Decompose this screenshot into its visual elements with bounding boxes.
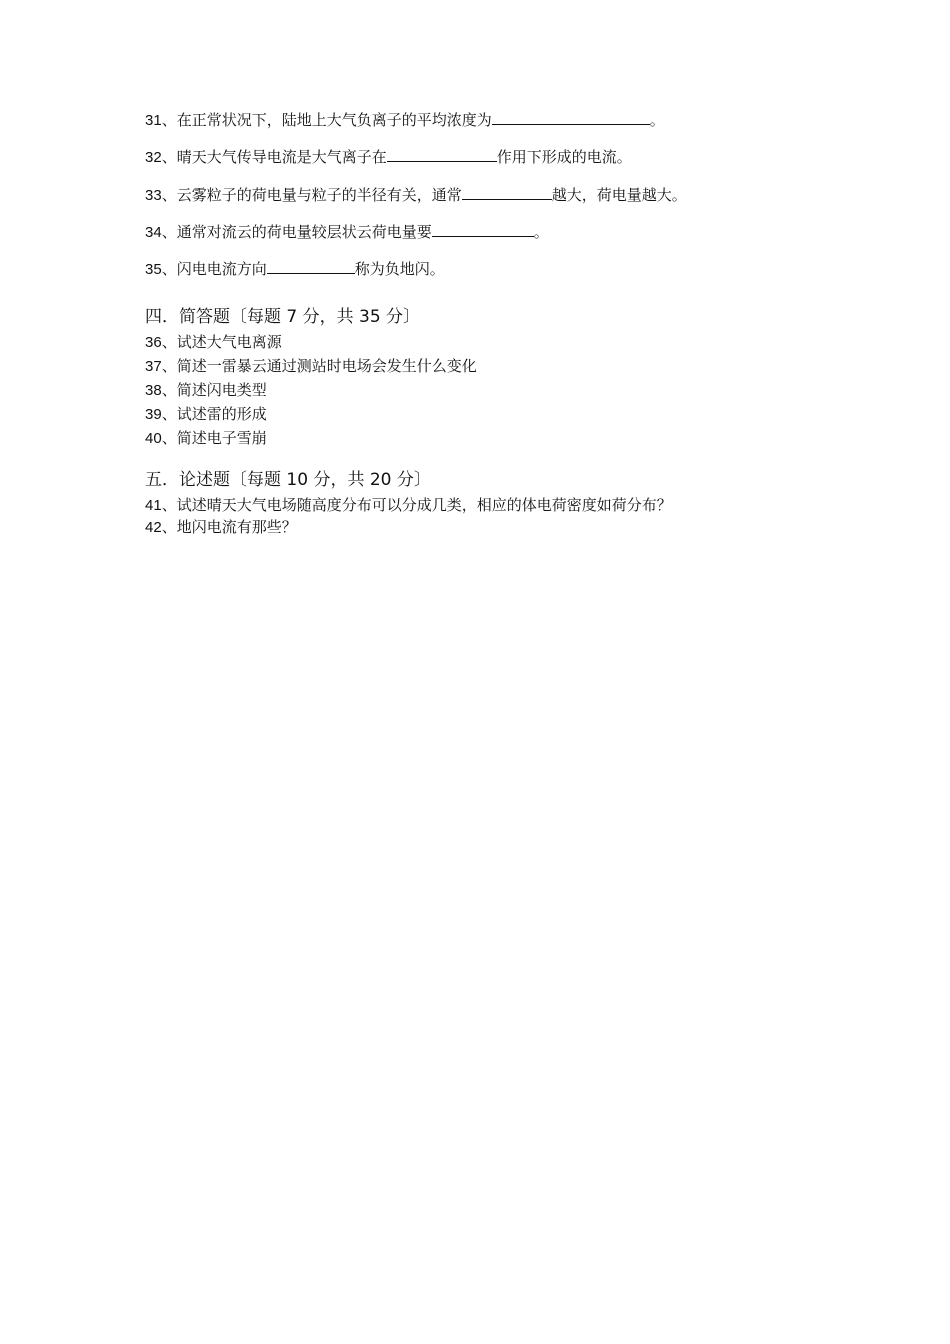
section-5-heading: 五．论述题〔每题 10 分，共 20 分〕 [145,470,431,490]
question-separator: 、 [161,260,177,278]
section-4-heading: 四．简答题〔每题 7 分，共 35 分〕 [145,307,421,327]
question-42 [145,517,297,538]
question-37 [145,356,477,377]
answer-blank[interactable] [432,221,534,237]
question-text-after: 。 [649,111,665,129]
question-38 [145,380,267,401]
question-36 [145,332,282,353]
question-text: 简述电子雪崩 [176,429,267,447]
answer-blank[interactable] [387,146,497,162]
question-separator: 、 [161,111,177,129]
question-separator: 、 [161,405,177,423]
question-number: 37 [145,358,162,375]
question-number: 41 [145,497,162,514]
question-39 [145,404,267,425]
answer-blank[interactable] [267,258,355,274]
question-number: 33 [145,187,162,204]
question-text: 晴天大气传导电流是大气离子在 [176,148,387,166]
question-31 [145,109,665,131]
question-number: 40 [145,430,162,447]
question-number: 34 [145,224,162,241]
question-text-after: 作用下形成的电流。 [496,148,632,166]
question-text-after: 越大，荷电量越大。 [551,186,687,204]
question-41 [145,495,672,516]
question-separator: 、 [161,186,177,204]
question-32 [145,146,632,168]
question-number: 36 [145,334,162,351]
question-35 [145,258,445,280]
question-separator: 、 [161,223,177,241]
question-40 [145,428,267,449]
question-text-after: 称为负地闪。 [354,260,445,278]
question-separator: 、 [161,381,177,399]
question-text: 试述雷的形成 [176,405,267,423]
question-separator: 、 [161,333,177,351]
question-text-after: 。 [533,223,549,241]
question-33 [145,184,687,206]
question-separator: 、 [161,518,177,536]
question-text: 地闪电流有那些？ [176,518,297,536]
question-separator: 、 [161,429,177,447]
answer-blank[interactable] [492,109,650,125]
question-text: 通常对流云的荷电量较层状云荷电量要 [176,223,432,241]
answer-blank[interactable] [462,184,552,200]
question-text: 简述闪电类型 [176,381,267,399]
question-text: 试述晴天大气电场随高度分布可以分成几类，相应的体电荷密度如荷分布？ [176,496,672,514]
question-text: 云雾粒子的荷电量与粒子的半径有关，通常 [176,186,462,204]
question-text: 简述一雷暴云通过测站时电场会发生什么变化 [176,357,477,375]
question-text: 闪电电流方向 [176,260,267,278]
question-number: 38 [145,382,162,399]
question-text: 试述大气电离源 [176,333,282,351]
question-number: 32 [145,149,162,166]
question-separator: 、 [161,496,177,514]
question-separator: 、 [161,148,177,166]
question-number: 39 [145,406,162,423]
question-text: 在正常状况下，陆地上大气负离子的平均浓度为 [176,111,492,129]
question-34 [145,221,549,243]
question-number: 35 [145,261,162,278]
question-number: 31 [145,112,162,129]
question-number: 42 [145,519,162,536]
question-separator: 、 [161,357,177,375]
